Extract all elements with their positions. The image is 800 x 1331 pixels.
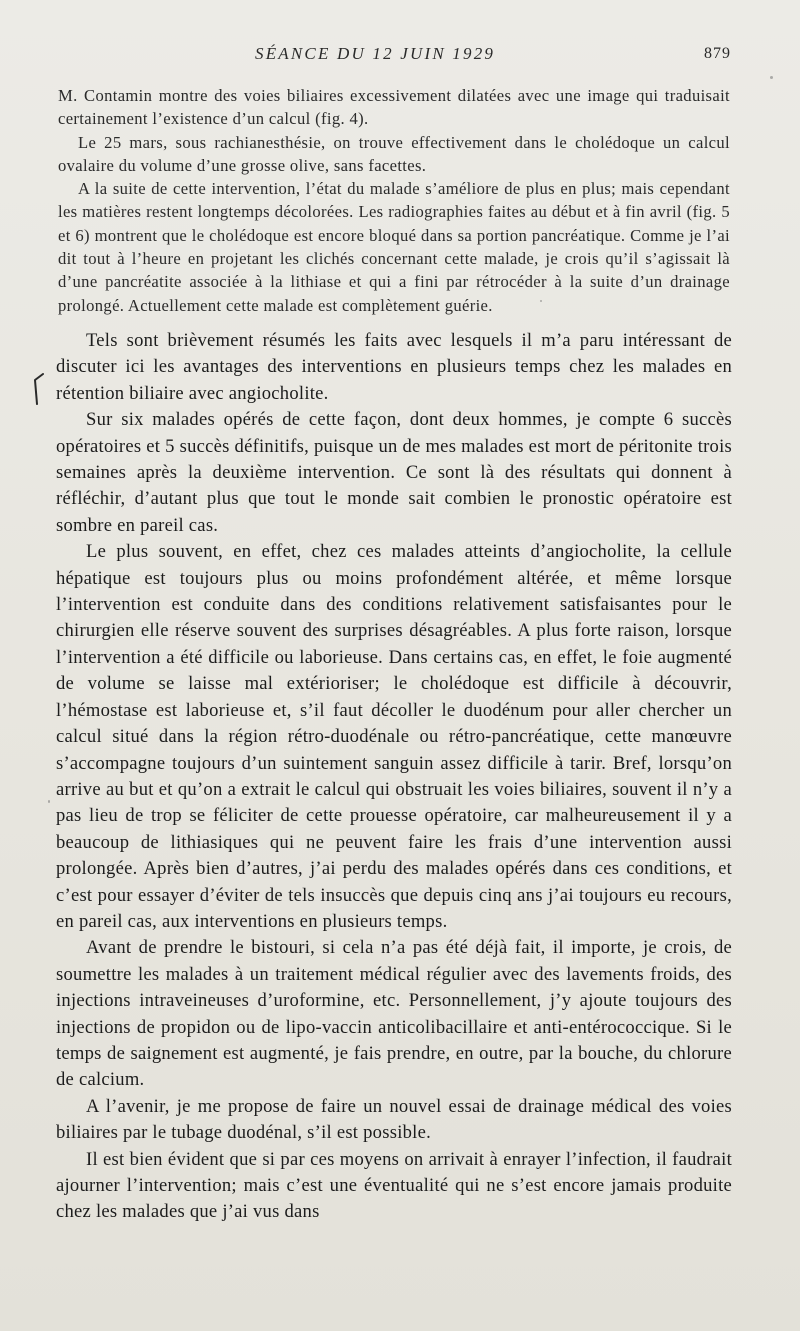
- paragraph: Il est bien évident que si par ces moyens on arrivait à enrayer l’infection, il faudrait ajourner l’intervention; mais c’est une éventualité qui ne s’est encore jamais produite chez les malades que j’ai vus dans: [56, 1148, 732, 1223]
- paper-speck: [540, 300, 542, 302]
- paragraph: Tels sont brièvement résumés les faits avec lesquels il m’a paru intéressant de discuter ici les avantages des interventions en plusieurs temps chez les malades en rétention biliaire avec angiocholite.: [56, 330, 732, 404]
- case-report-text: [58, 84, 730, 317]
- paragraph: M. Contamin montre des voies biliaires excessivement dilatées avec une image qui traduisait certainement l’existence d’un calcul (fig. 4).: [58, 86, 730, 129]
- page-header: [0, 44, 800, 68]
- paragraph: A l’avenir, je me propose de faire un nouvel essai de drainage médical des voies biliaires par le tubage duodénal, s’il est possible.: [56, 1095, 732, 1144]
- margin-bracket-mark: [31, 372, 45, 406]
- page-number: 879: [704, 45, 731, 62]
- running-title: SÉANCE DU 12 JUIN 1929: [255, 44, 496, 63]
- paper-speck: [770, 76, 773, 79]
- paper-speck: [48, 800, 50, 803]
- paragraph: A la suite de cette intervention, l’état du malade s’améliore de plus en plus; mais cependant les matières restent longtemps décolorées. Les radiographies faites au début et à fin avril (fig. 5 et 6) montrent que le cholédoque est encore bloqué dans sa portion pancréatique. Comme je l’ai dit tout à l’heure en projetant les clichés concernant cette malade, je crois qu’il s’agissait là d’une pancréatite associée à la lithiase et qui a fini par rétrocéder à la suite d’un drainage prolongé. Actuellement cette malade est complètement guérie.: [58, 179, 730, 315]
- paragraph: Sur six malades opérés de cette façon, dont deux hommes, je compte 6 succès opératoires et 5 succès définitifs, puisque un de mes malades est mort de péritonite trois semaines après la deuxième intervention. Ce sont là des résultats qui donnent à réfléchir, d’autant plus que tout le monde sait combien le pronostic opératoire est sombre en pareil cas.: [56, 409, 732, 536]
- main-body-text: [56, 328, 732, 1226]
- paragraph: Le 25 mars, sous rachianesthésie, on trouve effectivement dans le cholédoque un calcul ovalaire du volume d’une grosse olive, sans facettes.: [58, 132, 730, 175]
- paragraph: Avant de prendre le bistouri, si cela n’a pas été déjà fait, il importe, je crois, de soumettre les malades à un traitement médical régulier avec des lavements froids, des injections intraveineuses d’uroformine, etc. Personnellement, j’y ajoute toujours des injections de propidon ou de lipo-vaccin anticolibacillaire et anti-entérococcique. Si le temps de saignement est augmenté, je fais prendre, en outre, par la bouche, du chlorure de calcium.: [56, 937, 732, 1091]
- paragraph: Le plus souvent, en effet, chez ces malades atteints d’angiocholite, la cellule hépatique est toujours plus ou moins profondément altérée, et même lorsque l’intervention est conduite dans des conditions relativement satisfaisantes pour le chirurgien elle réserve souvent des surprises désagréables. A plus forte raison, lorsque l’intervention a été difficile ou laborieuse. Dans certains cas, en effet, le foie augmenté de volume se laisse mal extérioriser; le cholédoque est difficile à découvrir, l’hémostase est laborieuse et, s’il faut décoller le duodénum pour aller chercher un calcul situé dans la région rétro-duodénale ou rétro-pancréatique, cette manœuvre s’accompagne toujours d’un suintement sanguin assez difficile à tarir. Bref, lorsqu’on arrive au but et qu’on a extrait le calcul qui obstruait les voies biliaires, souvent il n’y a pas lieu de trop se féliciter de cette prouesse opératoire, car malheureusement il y a beaucoup de lithiasiques qui ne peuvent faire les frais d’une intervention aussi prolongée. Après bien d’autres, j’ai perdu des malades opérés dans ces conditions, et c’est pour essayer d’éviter de tels insuccès que depuis cinq ans j’ai toujours eu recours, en pareil cas, aux interventions en plusieurs temps.: [56, 541, 732, 932]
